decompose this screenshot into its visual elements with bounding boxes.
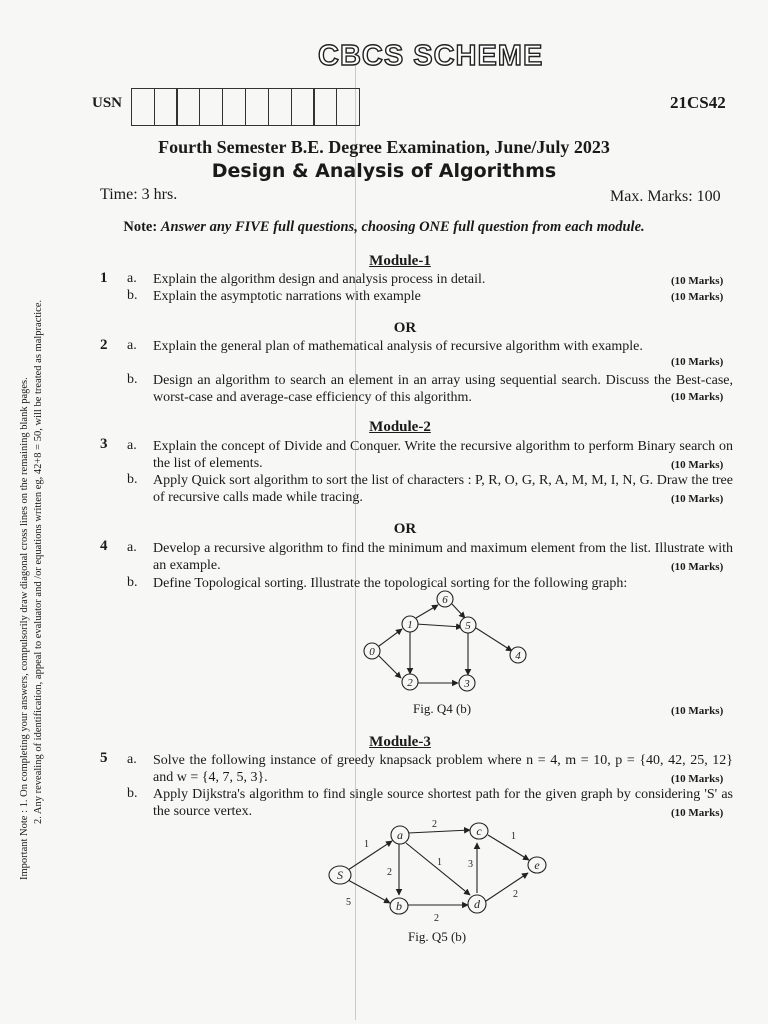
question-number: 4: [100, 538, 108, 554]
note-text: Answer any FIVE full questions, choosing ONE full question from each module.: [160, 219, 645, 235]
note-label: Note:: [123, 219, 158, 235]
module-3-heading: Module-3: [369, 734, 431, 750]
part-label: b.: [127, 472, 138, 487]
part-label: b.: [127, 575, 138, 590]
question-number: 5: [100, 750, 108, 766]
edge-weight: 1: [511, 831, 516, 842]
usn-box[interactable]: [313, 88, 337, 126]
question-text: Explain the algorithm design and analysis process in detail.: [153, 272, 486, 287]
usn-box[interactable]: [176, 88, 200, 126]
figure-q4b-graph: [355, 588, 545, 698]
marks: (10 Marks): [671, 391, 724, 403]
question-text: Explain the concept of Divide and Conquer. Write the recursive algorithm to perform Binary search on the list of elements.: [153, 439, 733, 471]
graph-node-label: S: [337, 868, 343, 882]
time-allowed: Time: 3 hrs.: [100, 186, 178, 203]
part-label: b.: [127, 786, 138, 801]
edge-weight: 2: [432, 819, 437, 830]
usn-box[interactable]: [222, 88, 246, 126]
part-label: a.: [127, 752, 137, 767]
graph-node-label: d: [474, 897, 480, 911]
graph-node-label: 6: [442, 594, 448, 606]
graph-node-label: c: [476, 824, 482, 838]
scheme-stamp: CBCS SCHEME: [318, 40, 544, 72]
question-text: Apply Dijkstra's algorithm to find single source shortest path for the given graph by considering 'S' as the source vertex.: [153, 787, 733, 819]
course-code: 21CS42: [670, 93, 726, 112]
part-label: a.: [127, 271, 137, 286]
module-1-heading: Module-1: [369, 253, 431, 269]
question-text: Explain the general plan of mathematical analysis of recursive algorithm with example.: [153, 339, 643, 354]
part-label: a.: [127, 540, 137, 555]
question-number: 2: [100, 337, 108, 353]
edge-weight: 2: [387, 867, 392, 878]
question-text: Design an algorithm to search an element in an array using sequential search. Discuss the Best-case, worst-case and average-case efficiency of this algorithm.: [153, 373, 733, 405]
question-text: Explain the asymptotic narrations with example: [153, 289, 421, 304]
side-note-line-1: Important Note : 1. On completing your answers, compulsorily draw diagonal cross lines on the remaining blank pages.: [19, 377, 30, 880]
module-2-heading: Module-2: [369, 419, 431, 435]
edge-weight: 2: [434, 913, 439, 924]
part-label: a.: [127, 438, 137, 453]
graph-node-label: b: [396, 899, 402, 913]
marks: (10 Marks): [671, 291, 724, 303]
usn-box[interactable]: [154, 88, 178, 126]
edge-weight: 1: [364, 839, 369, 850]
question-text: Apply Quick sort algorithm to sort the list of characters : P, R, O, G, R, A, M, M, I, N, G. Draw the tree of recursive calls made while tracing.: [153, 473, 733, 505]
side-important-note: [18, 20, 46, 880]
graph-node-label: 5: [465, 620, 471, 632]
part-label: b.: [127, 372, 138, 387]
usn-boxes: [132, 88, 360, 126]
or-separator: OR: [393, 320, 417, 336]
marks: (10 Marks): [671, 275, 724, 287]
figure-caption: Fig. Q5 (b): [408, 929, 467, 944]
figure-q5b-graph: [320, 815, 560, 925]
question-number: 3: [100, 436, 108, 452]
usn-label: USN: [92, 95, 123, 111]
subject-title: Design & Analysis of Algorithms: [211, 160, 557, 182]
part-label: a.: [127, 338, 137, 353]
instructions-note: [0, 219, 768, 236]
marks: (10 Marks): [671, 493, 724, 505]
question-text: Develop a recursive algorithm to find the minimum and maximum element from the list. Illustrate with an example.: [153, 541, 733, 573]
graph-node-label: 2: [407, 677, 413, 689]
figure-caption: Fig. Q4 (b): [413, 701, 472, 716]
usn-box[interactable]: [199, 88, 223, 126]
side-note-line-2: 2. Any revealing of identification, appeal to evaluator and /or equations written eg, 42+8 = 50, will be treated as malpractice.: [33, 299, 44, 824]
graph-node-label: a: [397, 828, 403, 842]
marks: (10 Marks): [671, 807, 724, 819]
marks: (10 Marks): [671, 459, 724, 471]
max-marks: Max. Marks: 100: [610, 188, 721, 205]
usn-box[interactable]: [268, 88, 292, 126]
graph-node-label: e: [534, 858, 540, 872]
question-text: Define Topological sorting. Illustrate the topological sorting for the following graph:: [153, 576, 628, 591]
usn-box[interactable]: [131, 88, 155, 126]
edge-weight: 5: [346, 897, 351, 908]
marks: (10 Marks): [671, 773, 724, 785]
edge-weight: 3: [468, 859, 473, 870]
question-number: 1: [100, 270, 108, 286]
edge-weight: 2: [513, 889, 518, 900]
marks: (10 Marks): [671, 356, 724, 368]
edge-weight: 1: [437, 857, 442, 868]
exam-title: Fourth Semester B.E. Degree Examination, June/July 2023: [158, 137, 610, 157]
part-label: b.: [127, 288, 138, 303]
graph-node-label: 0: [369, 646, 375, 658]
usn-box[interactable]: [291, 88, 315, 126]
graph-node-label: 3: [464, 678, 470, 690]
question-text: Solve the following instance of greedy knapsack problem where n = 4, m = 10, p = {40, 42, 25, 12} and w = {4, 7, 5, 3}.: [153, 753, 733, 785]
graph-node-label: 1: [407, 619, 413, 631]
marks: (10 Marks): [671, 705, 724, 717]
marks: (10 Marks): [671, 561, 724, 573]
usn-box[interactable]: [336, 88, 360, 126]
or-separator: OR: [393, 521, 417, 537]
graph-node-label: 4: [515, 650, 521, 662]
usn-box[interactable]: [245, 88, 269, 126]
